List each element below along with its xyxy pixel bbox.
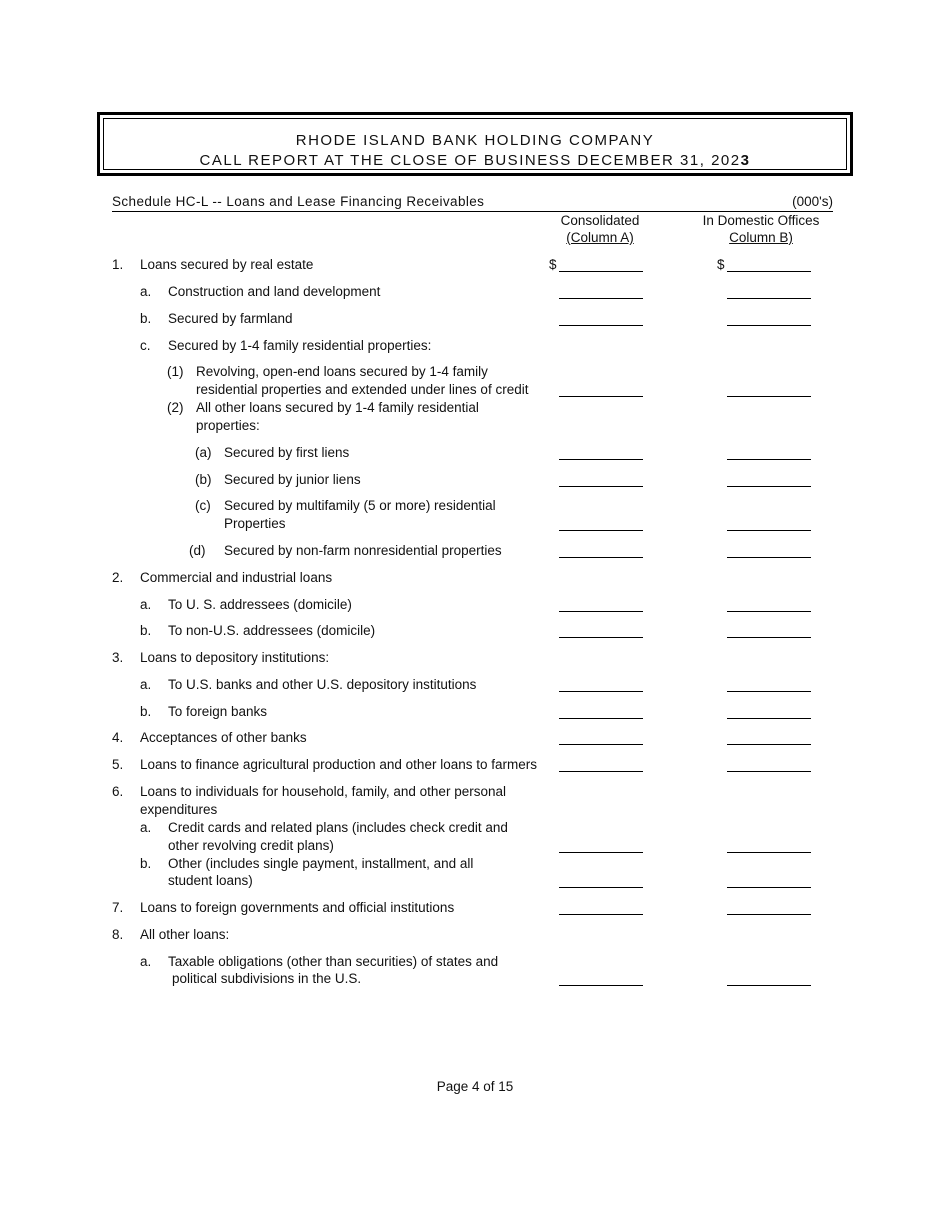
item-number: 4. bbox=[112, 730, 124, 745]
item-number: (a) bbox=[195, 445, 212, 460]
blank-col-a[interactable] bbox=[559, 530, 643, 531]
report-title-line1: RHODE ISLAND BANK HOLDING COMPANY bbox=[295, 132, 655, 149]
item-label: Loans to foreign governments and official institutions bbox=[140, 900, 455, 915]
item-label: To U.S. banks and other U.S. depository institutions bbox=[168, 677, 477, 692]
item-label: Secured by first liens bbox=[224, 445, 350, 460]
currency-symbol-col-a: $ bbox=[549, 257, 557, 272]
column-a-header-line1: Consolidated bbox=[560, 213, 640, 228]
item-number: 3. bbox=[112, 650, 124, 665]
item-label: Construction and land development bbox=[168, 284, 381, 299]
blank-col-b[interactable] bbox=[727, 557, 811, 558]
item-number: a. bbox=[140, 820, 152, 835]
item-label-line2: Properties bbox=[224, 516, 286, 531]
item-number: 8. bbox=[112, 927, 124, 942]
column-b-header-line1: In Domestic Offices bbox=[702, 213, 820, 228]
item-number: b. bbox=[140, 311, 152, 326]
item-label: Secured by non-farm nonresidential properties bbox=[224, 543, 502, 558]
item-number: a. bbox=[140, 677, 152, 692]
item-number: (1) bbox=[167, 364, 184, 379]
item-label: Secured by junior liens bbox=[224, 472, 361, 487]
item-number: (d) bbox=[189, 543, 206, 558]
schedule-units: (000's) bbox=[792, 194, 833, 209]
item-number: b. bbox=[140, 856, 152, 871]
item-number: 7. bbox=[112, 900, 124, 915]
item-label-line1: Secured by multifamily (5 or more) residential bbox=[224, 498, 496, 513]
item-label: To foreign banks bbox=[168, 704, 268, 719]
column-b-header bbox=[690, 212, 832, 246]
blank-col-b[interactable] bbox=[727, 637, 811, 638]
blank-col-b[interactable] bbox=[727, 396, 811, 397]
blank-col-b[interactable] bbox=[727, 459, 811, 460]
item-label: Loans to depository institutions: bbox=[140, 650, 330, 665]
blank-col-b[interactable] bbox=[727, 271, 811, 272]
item-number: 6. bbox=[112, 784, 124, 799]
blank-col-b[interactable] bbox=[727, 486, 811, 487]
item-label-line2: political subdivisions in the U.S. bbox=[172, 971, 362, 986]
blank-col-a[interactable] bbox=[559, 887, 643, 888]
blank-col-a[interactable] bbox=[559, 637, 643, 638]
item-label-line2: other revolving credit plans) bbox=[168, 838, 334, 853]
blank-col-b[interactable] bbox=[727, 325, 811, 326]
item-label: Acceptances of other banks bbox=[140, 730, 307, 745]
item-number: (b) bbox=[195, 472, 212, 487]
blank-col-b[interactable] bbox=[727, 530, 811, 531]
report-title-line2-text: CALL REPORT AT THE CLOSE OF BUSINESS DECEMBER 31, 202 bbox=[199, 152, 741, 169]
blank-col-a[interactable] bbox=[559, 557, 643, 558]
blank-col-b[interactable] bbox=[727, 718, 811, 719]
blank-col-a[interactable] bbox=[559, 744, 643, 745]
currency-symbol-col-b: $ bbox=[717, 257, 725, 272]
item-number: 5. bbox=[112, 757, 124, 772]
item-number: (2) bbox=[167, 400, 184, 415]
schedule-heading bbox=[112, 194, 833, 212]
item-label: To U. S. addressees (domicile) bbox=[168, 597, 352, 612]
blank-col-b[interactable] bbox=[727, 914, 811, 915]
item-label: Loans secured by real estate bbox=[140, 257, 314, 272]
item-label-line2: student loans) bbox=[168, 873, 253, 888]
item-label: Commercial and industrial loans bbox=[140, 570, 333, 585]
column-a-header-line2: (Column A) bbox=[566, 230, 634, 245]
blank-col-a[interactable] bbox=[559, 325, 643, 326]
blank-col-b[interactable] bbox=[727, 744, 811, 745]
blank-col-a[interactable] bbox=[559, 985, 643, 986]
report-title-box bbox=[97, 112, 853, 176]
item-label: To non-U.S. addressees (domicile) bbox=[168, 623, 376, 638]
item-number: (c) bbox=[195, 498, 211, 513]
blank-col-a[interactable] bbox=[559, 771, 643, 772]
item-number: 2. bbox=[112, 570, 124, 585]
blank-col-a[interactable] bbox=[559, 691, 643, 692]
blank-col-b[interactable] bbox=[727, 887, 811, 888]
item-label-line1: Revolving, open-end loans secured by 1-4 family bbox=[196, 364, 488, 379]
item-number: a. bbox=[140, 284, 152, 299]
blank-col-a[interactable] bbox=[559, 611, 643, 612]
blank-col-a[interactable] bbox=[559, 298, 643, 299]
item-number: c. bbox=[140, 338, 151, 353]
item-number: a. bbox=[140, 954, 152, 969]
item-label-line1: Taxable obligations (other than securities) of states and bbox=[168, 954, 499, 969]
item-label: All other loans: bbox=[140, 927, 230, 942]
item-label: Loans to finance agricultural production and other loans to farmers bbox=[140, 757, 537, 772]
page-number: Page 4 of 15 bbox=[436, 1079, 514, 1094]
blank-col-a[interactable] bbox=[559, 718, 643, 719]
item-label-line2: residential properties and extended under lines of credit bbox=[196, 382, 529, 397]
blank-col-a[interactable] bbox=[559, 486, 643, 487]
item-label-line1: Credit cards and related plans (includes check credit and bbox=[168, 820, 508, 835]
schedule-title: Schedule HC-L -- Loans and Lease Financing Receivables bbox=[112, 194, 485, 209]
item-label: Secured by farmland bbox=[168, 311, 293, 326]
item-label-line2: expenditures bbox=[140, 802, 218, 817]
blank-col-b[interactable] bbox=[727, 985, 811, 986]
column-b-header-line2: Column B) bbox=[729, 230, 793, 245]
blank-col-a[interactable] bbox=[559, 271, 643, 272]
blank-col-a[interactable] bbox=[559, 914, 643, 915]
report-title-line2 bbox=[104, 152, 846, 169]
item-label-line1: Other (includes single payment, installment, and all bbox=[168, 856, 474, 871]
report-title-inner-border bbox=[103, 118, 847, 170]
item-number: 1. bbox=[112, 257, 124, 272]
blank-col-a[interactable] bbox=[559, 459, 643, 460]
blank-col-b[interactable] bbox=[727, 852, 811, 853]
blank-col-b[interactable] bbox=[727, 611, 811, 612]
column-a-header bbox=[549, 212, 651, 246]
item-label-line2: properties: bbox=[196, 418, 260, 433]
blank-col-b[interactable] bbox=[727, 298, 811, 299]
report-title-year-digit: 3 bbox=[740, 152, 751, 169]
blank-col-a[interactable] bbox=[559, 852, 643, 853]
blank-col-a[interactable] bbox=[559, 396, 643, 397]
blank-col-b[interactable] bbox=[727, 771, 811, 772]
item-number: a. bbox=[140, 597, 152, 612]
item-number: b. bbox=[140, 623, 152, 638]
item-label-line1: Loans to individuals for household, family, and other personal bbox=[140, 784, 506, 799]
item-label-line1: All other loans secured by 1-4 family residential bbox=[196, 400, 479, 415]
blank-col-b[interactable] bbox=[727, 691, 811, 692]
item-label: Secured by 1-4 family residential properties: bbox=[168, 338, 432, 353]
item-number: b. bbox=[140, 704, 152, 719]
